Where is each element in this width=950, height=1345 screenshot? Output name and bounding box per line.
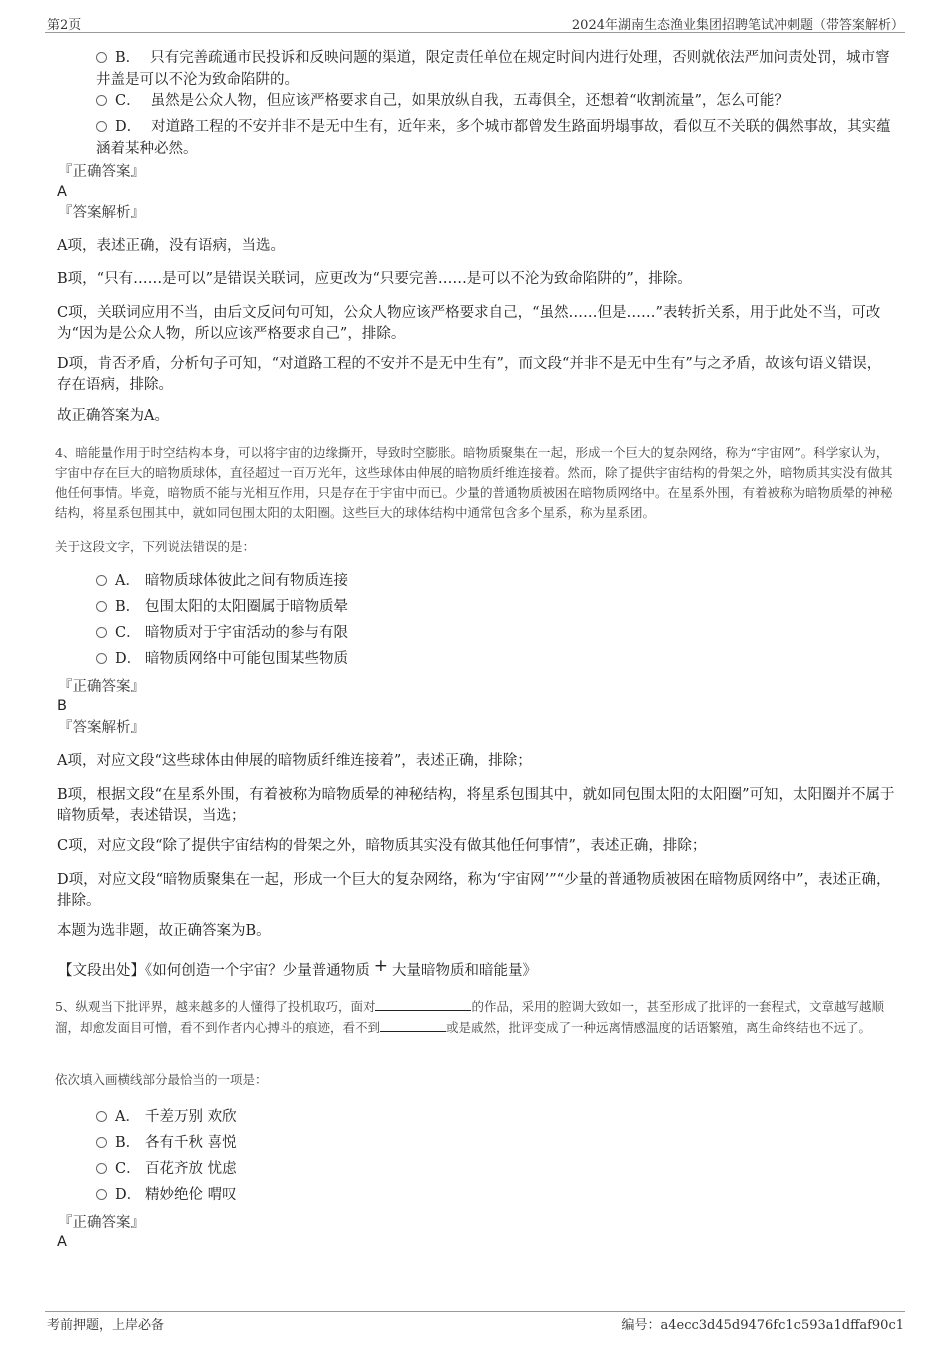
- radio-icon[interactable]: [96, 1137, 107, 1148]
- fill-blank-1: [375, 996, 471, 1011]
- radio-icon[interactable]: [96, 653, 107, 664]
- header-divider: [45, 32, 905, 33]
- q4-option-a[interactable]: A． 暗物质球体彼此之间有物质连接: [96, 570, 348, 592]
- q3-option-b[interactable]: B． 只有完善疏通市民投诉和反映问题的渠道，限定责任单位在规定时间内进行处理，否则就依法严加问责处罚，城市窨井盖是可以不沦为致命陷阱的。: [96, 50, 890, 88]
- radio-icon[interactable]: [96, 601, 107, 612]
- radio-icon[interactable]: [96, 121, 107, 132]
- option-text: 百花齐放 忧虑: [145, 1161, 237, 1177]
- analysis-line: C项，关联词应用不当，由后文反问句可知，公众人物应该严格要求自己，“虽然……但是……”表转折关系，用于此处不当，可改为“因为是公众人物，所以应该严格要求自己”，排除。: [57, 305, 881, 342]
- question-4-prompt: 关于这段文字，下列说法错误的是：: [55, 539, 256, 554]
- radio-icon[interactable]: [96, 575, 107, 586]
- question-5-prompt: 依次填入画横线部分最恰当的一项是：: [55, 1072, 268, 1087]
- q5-option-b[interactable]: B． 各有千秋 喜悦: [96, 1132, 237, 1154]
- analysis-label: 『答案解析』: [58, 205, 145, 221]
- q4-option-d[interactable]: D． 暗物质网络中可能包围某些物质: [96, 648, 348, 670]
- footer-slogan: 考前押题，上岸必备: [47, 1318, 165, 1333]
- option-text: 暗物质网络中可能包围某些物质: [145, 651, 348, 667]
- analysis-line: D项，对应文段“暗物质聚集在一起，形成一个巨大的复杂网络，称为‘宇宙网’”“少量的普通物质被困在暗物质网络中”，表述正确，排除。: [57, 872, 891, 909]
- radio-icon[interactable]: [96, 95, 107, 106]
- correct-answer-value: A: [57, 184, 67, 200]
- option-text: 包围太阳的太阳圈属于暗物质晕: [145, 599, 348, 615]
- correct-answer-label: 『正确答案』: [58, 1215, 145, 1231]
- radio-icon[interactable]: [96, 627, 107, 638]
- page-number: 第2页: [47, 18, 82, 33]
- q4-option-b[interactable]: B． 包围太阳的太阳圈属于暗物质晕: [96, 596, 348, 618]
- correct-answer-label: 『正确答案』: [58, 164, 145, 180]
- correct-answer-value: A: [57, 1234, 67, 1250]
- analysis-line: B项，根据文段“在星系外围，有着被称为暗物质晕的神秘结构，将星系包围其中，就如同包围太阳的太阳圈”可知，太阳圈并不属于暗物质晕，表述错误，当选；: [57, 787, 895, 824]
- analysis-line: A项，表述正确，没有语病，当选。: [57, 238, 285, 254]
- passage-source: 【文段出处】《如何创造一个宇宙？少量普通物质 + 大量暗物质和暗能量》: [58, 956, 537, 979]
- analysis-line: C项，对应文段“除了提供宇宙结构的骨架之外，暗物质其实没有做其他任何事情”，表述正确，排除；: [57, 838, 707, 854]
- q4-option-c[interactable]: C． 暗物质对于宇宙活动的参与有限: [96, 622, 348, 644]
- q5-option-a[interactable]: A． 千差万别 欢欣: [96, 1106, 237, 1128]
- option-text: 精妙绝伦 喟叹: [145, 1187, 237, 1203]
- radio-icon[interactable]: [96, 1189, 107, 1200]
- document-id: 编号：a4ecc3d45d9476fc1c593a1dffaf90c1: [621, 1318, 904, 1333]
- document-title: 2024年湖南生态渔业集团招聘笔试冲刺题（带答案解析）: [571, 18, 904, 33]
- analysis-conclusion: 本题为选非题，故正确答案为B。: [57, 923, 271, 939]
- q3-option-d[interactable]: D． 对道路工程的不安并非不是无中生有，近年来，多个城市都曾发生路面坍塌事故，看似互不关联的偶然事故，其实蕴涵着某种必然。: [96, 119, 891, 157]
- option-text: 对道路工程的不安并非不是无中生有，近年来，多个城市都曾发生路面坍塌事故，看似互不关联的偶然事故，其实蕴涵着某种必然。: [96, 119, 891, 157]
- q5-option-d[interactable]: D． 精妙绝伦 喟叹: [96, 1184, 237, 1206]
- question-4-stem: 4、暗能量作用于时空结构本身，可以将宇宙的边缘撕开，导致时空膨胀。暗物质聚集在一起，形成一个巨大的复杂网络，称为“宇宙网”。科学家认为，宇宙中存在巨大的暗物质球体，直径超过一百万光年，这些球体由伸展的暗物质纤维连接着。然而，除了提供宇宙结构的骨架之外，暗物质其实没有做其他任何事情。毕竟，暗物质不能与光相互作用，只是存在于宇宙中而已。少量的普通物质被困在暗物质网络中。在星系外围，有着被称为暗物质晕的神秘结构，将星系包围其中，就如同包围太阳的太阳圈。这些巨大的球体结构中通常包含多个星系，称为星系团。: [55, 445, 893, 520]
- plus-sign: +: [373, 956, 388, 976]
- correct-answer-label: 『正确答案』: [58, 679, 145, 695]
- analysis-conclusion: 故正确答案为A。: [57, 408, 169, 424]
- radio-icon[interactable]: [96, 1163, 107, 1174]
- correct-answer-value: B: [57, 698, 67, 714]
- fill-blank-2: [380, 1017, 446, 1032]
- option-text: 暗物质对于宇宙活动的参与有限: [145, 625, 348, 641]
- footer-divider: [45, 1311, 905, 1312]
- analysis-line: A项，对应文段“这些球体由伸展的暗物质纤维连接着”，表述正确，排除；: [57, 753, 532, 769]
- page-header: [0, 0, 950, 33]
- option-text: 千差万别 欢欣: [145, 1109, 237, 1125]
- analysis-line: B项，“只有……是可以”是错误关联词，应更改为“只要完善……是可以不沦为致命陷阱的”，排除。: [57, 271, 692, 287]
- option-text: 各有千秋 喜悦: [145, 1135, 237, 1151]
- option-text: 暗物质球体彼此之间有物质连接: [145, 573, 348, 589]
- analysis-label: 『答案解析』: [58, 720, 145, 736]
- radio-icon[interactable]: [96, 52, 107, 63]
- q5-option-c[interactable]: C． 百花齐放 忧虑: [96, 1158, 237, 1180]
- radio-icon[interactable]: [96, 1111, 107, 1122]
- q3-option-c[interactable]: C． 虽然是公众人物，但应该严格要求自己，如果放纵自我，五毒俱全，还想着“收割流量”，怎么可能？: [96, 90, 896, 112]
- option-text: 虽然是公众人物，但应该严格要求自己，如果放纵自我，五毒俱全，还想着“收割流量”，怎么可能？: [150, 93, 789, 109]
- option-text: 只有完善疏通市民投诉和反映问题的渠道，限定责任单位在规定时间内进行处理，否则就依法严加问责处罚，城市窨井盖是可以不沦为致命陷阱的。: [96, 50, 890, 88]
- question-5-stem: 5、纵观当下批评界，越来越多的人懂得了投机取巧，面对 的作品，采用的腔调大致如一，甚至形成了批评的一套程式，文章越写越顺溜，却愈发面目可憎，看不到作者内心搏斗的痕迹，看不到 或是戚然，批评变成了一种远离情感温度的话语繁殖，离生命终结也不远了。: [55, 996, 895, 1038]
- analysis-line: D项，肯否矛盾，分析句子可知，“对道路工程的不安并不是无中生有”，而文段“并非不是无中生有”与之矛盾，故该句语义错误，存在语病，排除。: [57, 356, 882, 393]
